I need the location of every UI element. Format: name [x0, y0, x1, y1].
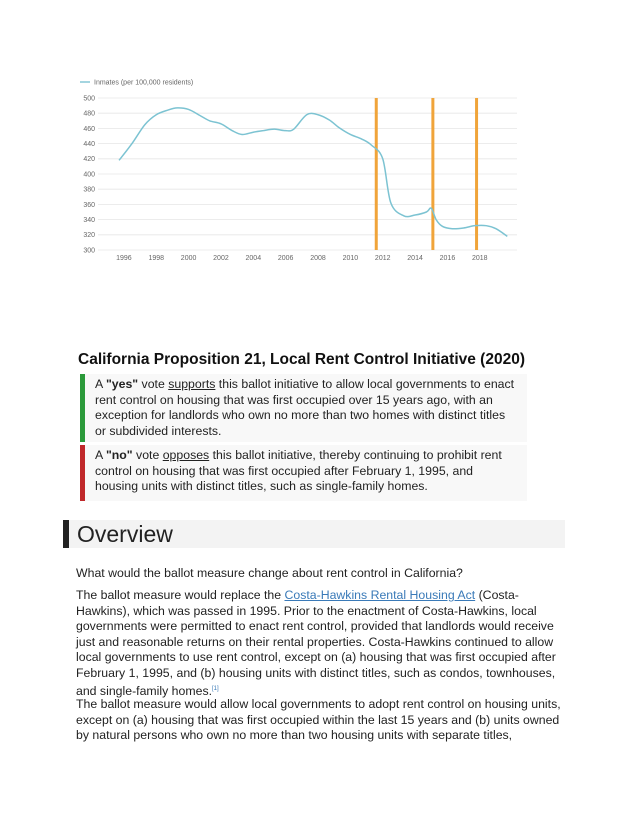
proposition-title: California Proposition 21, Local Rent Control Initiative (2020) [78, 351, 525, 368]
x-tick-label-2000: 2000 [180, 255, 197, 262]
legend-label: Inmates (per 100,000 residents) [94, 79, 194, 87]
x-tick-label-2004: 2004 [245, 255, 262, 262]
opposes-link[interactable]: opposes [162, 448, 210, 462]
x-tick-label-2010: 2010 [342, 255, 359, 262]
yes-vote-box [80, 374, 527, 442]
yes-vote-bar [80, 374, 85, 442]
y-tick-label-300: 300 [83, 247, 95, 255]
no-vote-text: A "no" vote opposes this ballot initiative, thereby continuing to prohibit rent control on housing that was first occupied after February 1, 1995, and housing units with distinct titles, such as single-family homes. [95, 448, 502, 494]
x-tick-label-2018: 2018 [472, 255, 488, 262]
y-tick-label-480: 480 [83, 110, 95, 118]
y-tick-label-380: 380 [83, 186, 95, 194]
chart-y-axis [83, 95, 95, 254]
overview-heading [63, 520, 565, 548]
x-tick-label-2008: 2008 [310, 255, 326, 262]
y-tick-label-440: 440 [83, 141, 95, 148]
x-tick-label-2006: 2006 [277, 255, 294, 262]
chart-series [119, 108, 507, 236]
y-tick-label-420: 420 [83, 156, 95, 164]
y-tick-label-340: 340 [83, 217, 95, 224]
x-tick-label-2002: 2002 [213, 255, 229, 262]
x-tick-label-2014: 2014 [407, 255, 423, 262]
yes-vote-text: A "yes" vote supports this ballot initiative to allow local governments to enact rent control on housing that was first occupied over 15 years ago, with an exception for landlords who own no more than two homes with distinct titles or subdivided interests. [95, 377, 515, 438]
overview-accent-bar [63, 520, 69, 548]
x-tick-label-2012: 2012 [374, 255, 391, 262]
supports-link[interactable]: supports [168, 377, 216, 391]
x-tick-label-1998: 1998 [148, 255, 165, 262]
series-line-1 [119, 108, 507, 236]
inmates-line-chart [62, 72, 522, 272]
chart-legend [80, 80, 193, 87]
y-tick-label-460: 460 [83, 125, 95, 133]
no-vote-box [80, 445, 527, 501]
yes-quote: "yes" [105, 377, 139, 391]
overview-title: Overview [77, 521, 173, 547]
footnote-ref-1[interactable]: [1] [212, 685, 219, 692]
costa-hawkins-link[interactable]: Costa-Hawkins Rental Housing Act [284, 588, 476, 602]
y-tick-label-320: 320 [83, 232, 95, 240]
paragraph-question: What would the ballot measure change about rent control in California? [76, 566, 463, 580]
y-tick-label-360: 360 [83, 201, 95, 209]
chart-x-axis [116, 255, 488, 262]
no-quote: "no" [105, 448, 133, 462]
y-tick-label-400: 400 [83, 171, 95, 179]
chart-grid [98, 98, 517, 250]
paragraph-costa-hawkins: The ballot measure would replace the Costa-Hawkins Rental Housing Act (Costa-Hawkins), which was passed in 1995. Prior to the enactment of Costa-Hawkins, local governments were permitted to enact rent control, provided that landlords would receive just and reasonable returns on their rental properties. Costa-Hawkins continued to allow local governments to use rent control, except on (a) housing that was first occupied after February 1, 1995, and (b) housing units with distinct titles, such as condos, townhouses, and single-family homes.[1] [76, 588, 556, 698]
no-vote-bar [80, 445, 85, 501]
x-tick-label-2016: 2016 [439, 255, 456, 262]
x-tick-label-1996: 1996 [116, 255, 132, 262]
y-tick-label-500: 500 [83, 95, 95, 103]
paragraph-measure-effect: The ballot measure would allow local governments to adopt rent control on housing units, except on (a) housing that was first occupied within the last 15 years and (b) units owned by natural persons who own no more than two housing units with separate titles, [76, 697, 561, 743]
